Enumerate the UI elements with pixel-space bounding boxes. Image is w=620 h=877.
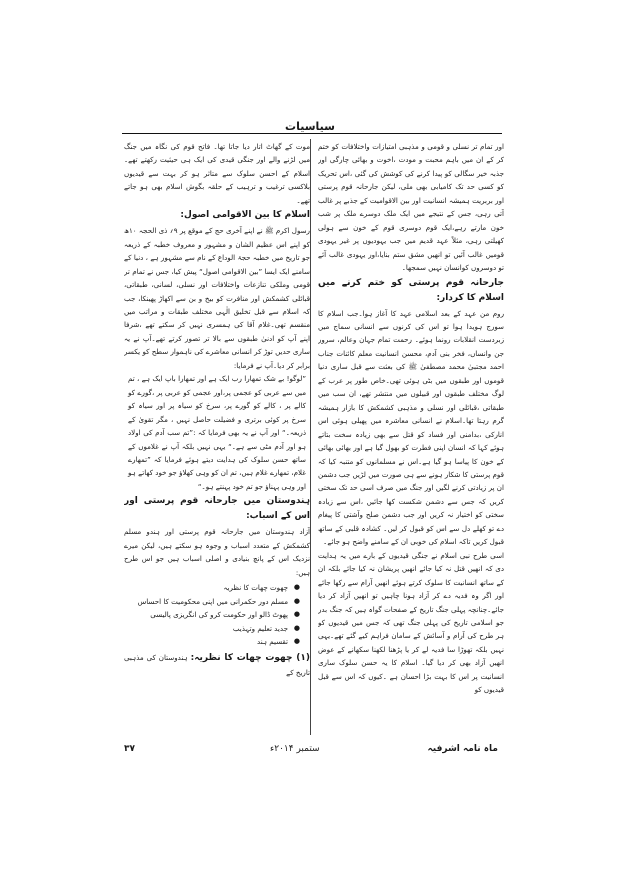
- left-column: [124, 140, 310, 736]
- section-heading: (۱) چھوت چھات کا نظریہ:: [190, 652, 310, 663]
- section-heading: جارحانہ قوم پرستی کو ختم کرنے میں اسلام کا کردار:: [318, 277, 504, 303]
- paragraph: موت کے گھاٹ اتار دیا جاتا تھا۔ فاتح قوم کی نگاہ میں جنگ میں لڑنے والے اور جنگی قیدی کی ایک ہی حیثیت رکھتے تھے۔اسلام کے احسن سلوک سے متاثر ہو کر بہت سے قیدیوں بلاکسی ترغیب و ترہیب کے حلقہ بگوش اسلام بھی ہو جاتے تھے۔: [124, 142, 310, 205]
- column-divider: [310, 139, 311, 735]
- list-item: ● مسلم دور حکمرانی میں اپنی محکومیت کا احساس: [124, 595, 288, 609]
- page-footer: [0, 744, 620, 760]
- paragraph: [124, 651, 310, 679]
- causes-list: [124, 581, 310, 649]
- list-item: ● پھوٹ ڈالو اور حکومت کرو کی انگریزی پالیسی: [124, 608, 288, 622]
- list-item: ● چھوت چھات کا نظریہ: [124, 581, 288, 595]
- issue-date: ستمبر ۲۰۱۴ء: [270, 744, 320, 754]
- paragraph: روم من عہد کے بعد اسلامی عہد کا آغاز ہوا۔جب اسلام کا سورج ہویدا ہوا تو اس کی کرنوں سے انسانی سماج میں زبردست انقلابات رونما ہوئے۔ رحمت تمام جہان وعالم، سرور جن وانساں، فخر بنی آدم، محسن انسانیت معلم کائنات جناب احمد مجتبیٰ محمد مصطفیٰ ﷺ کی بعثت سے قبل ساری دنیا قوموں اور طبقوں میں بٹی ہوئی تھی۔خاص طور پر عرب کے لوگ مختلف طبقوں اور قبیلوں میں منتشر تھے، ان سب میں طبقاتی ،قبائلی اور نسلی و مذہبی کشمکش کا بازار ہمیشہ گرم رہتا تھا۔اسلام نے انسانی معاشرہ میں پھیلی ہوئی اس انارکی ،بدامنی اور فساد کو قتل سے بھی زیادہ سخت بتاتے ہوئے کہا کہ انسان اپنی فطرت کو بھول گیا ہے اور بھائی بھائی کے خون کا پیاسا ہو گیا ہے۔اس نے مسلمانوں کو متنبہ کیا کہ قوم پرستی کا شکار ہونے سے ہی صورت میں لڑیں جب دشمن ان پر زیادتی کرنے لگیں اور جنگ میں صرف اسی حد تک سختی کریں کہ جس سے دشمن شکست کھا جائیں ،اس سے زیادہ سختی کو اختیار نہ کریں اور جب دشمن صلح وآشتی کا پیغام دے تو کھلے دل سے اس کو قبول کر لیں۔ کشادہ قلبی کے ساتھ قبول کریں تاکہ اسلام کی خوبی ان کے سامنے واضح ہو جائے۔: [318, 308, 504, 547]
- journal-name: ماہ نامہ اشرفیہ: [427, 744, 498, 754]
- paragraph: اور تمام تر نسلی و قومی و مذہبی امتیازات واختلافات کو ختم کر کے ان میں باہم محبت و مودت ،اخوت و بھائی چارگی اور جذبہ خیر سگالی کو پیدا کرنے کی کوشش کی گئی ،اس تحریک کو کسی حد تک کامیابی بھی ملی، لیکن جارحانہ قوم پرستی اور بربریت ہمیشہ انسانیت اور بین الاقوامیت کے جذبے پر غالب آتی رہی، جس کے نتیجے میں ایک ملک دوسرے ملک پر شب خون مارتے رہے،ایک قوم دوسری قوم کے خون سے ہولی کھیلتی رہی، مثلاً عہد قدیم میں جب یہودیوں پر غیر یہودی قومیں غالب آئیں تو انھیں مشق ستم بنایا،اور یہودی غالب آئے تو دوسروں کوانسان نہیں سمجھا۔: [318, 142, 504, 273]
- hadith-quote: ”لوگو! بے شک تمھارا رب ایک ہے اور تمھارا باپ ایک ہے ، تم میں سے عربی کو عجمی پر،اور عجمی کو عربی پر ،گورے کو کالے پر ، کالے کو گورے پر، سرخ کو سیاہ پر اور سیاہ کو سرخ پر کوئی برتری و فضیلت حاصل نہیں ، مگر تقویٰ کے ذریعہ۔“ اور آپ نے یہ بھی فرمایا کہ :”تم سب آدم کی اولاد ہو اور آدم مٹی سے ہے۔“ یہی نہیں بلکہ آپ نے غلاموں کے ساتھ حسن سلوک کی ہدایت دیتے ہوئے فرمایا کہ ”تمھارے غلام، تمھارے غلام ہیں، تم ان کو وہی کھلاؤ جو خود کھاتے ہو اور وہی پہناؤ جو تم خود پہنتے ہو۔“: [128, 374, 306, 491]
- paragraph: آزاد ہندوستان میں جارحانہ قوم پرستی اور ہندو مسلم کشمکش کے متعدد اسباب و وجوہ ہو سکتے ہیں، لیکن میرے نزدیک اس کے پانچ بنیادی و اصلی اسباب ہیں جو اس طرح ہیں:: [124, 527, 310, 577]
- list-item: ● تقسیم ہند: [124, 635, 288, 649]
- section-heading: ہندوستان میں جارحانہ قوم پرستی اور اس کے اسباب:: [124, 496, 310, 522]
- header-rule: [122, 133, 502, 134]
- right-column: [318, 140, 504, 736]
- paragraph-text: ہندوستان کی مذہبی تاریخ کے: [124, 652, 310, 677]
- paragraph: رسول اکرم ﷺ نے اپنے آخری حج کے موقع پر ۹؍ ذی الحجہ ۱۰ھ کو اپنے اس عظیم الشان و مشہور و معروف خطبہ کے ذریعہ جو تاریخ میں خطبہ حجۃ الوداع کے نام سے مشہور ہے ، دنیا کے سامنے ایک ایسا ”بین الاقوامی اصول“ پیش کیا، جس نے تمام تر قومی وملکی تنازعات واختلافات اور نسلی، لسانی، طبقاتی، قبائلی کشمکش اور منافرت کو بیخ و بن سے اکھاڑ پھینکا، جب کہ اسلام سے قبل تخلیق الٰہی مختلف طبقات و مراتب میں منقسم تھی۔غلام آقا کی ہمسری نہیں کر سکتے تھے ،شرفا اپنے آپ کو ادنیٰ طبقوں سے بالا تر تصور کرتے تھے۔آپ نے یہ ساری حدیں توڑ کر انسانی معاشرے کی ناہموار سطح کو یکسر برابر کر دیا۔آپ نے فرمایا:: [124, 226, 310, 370]
- paragraph: اسی طرح نبی اسلام نے جنگی قیدیوں کے بارے میں یہ ہدایت دی کہ انھیں قتل نہ کیا جائے انھیں پریشان نہ کیا جائے بلکہ ان کے ساتھ انسانیت کا سلوک کرتے ہوئے انھیں آرام سے رکھا جائے اور اگر وہ فدیہ دے کر آزاد ہونا چاہیں تو انھیں آزاد کر دیا جائے۔چنانچہ پہلی جنگ تاریخ کے صفحات گواہ ہیں کہ جنگ بدر جو اسلامی تاریخ کی پہلی جنگ تھی کہ جس میں قیدیوں کو ہر طرح کی آرام و آسائش کے سامان فراہم کیے گئے تھے۔یہی نہیں بلکہ تھوڑا سا فدیہ لے کر یا پڑھنا لکھنا سکھانے کے عوض انھیں آزاد بھی کر دیا گیا۔ اسلام کا یہ حسن سلوک ساری انسانیت پر اس کا بہت بڑا احسان ہے ۔کیوں کہ اس سے قبل قیدیوں کو: [318, 550, 504, 695]
- page-number: ۳۷: [124, 744, 135, 754]
- section-heading: اسلام کا بین الاقوامی اصول:: [180, 210, 310, 221]
- running-title: سیاسیات: [285, 120, 335, 133]
- list-item: ● جدید تعلیم وتہذیب: [124, 622, 288, 636]
